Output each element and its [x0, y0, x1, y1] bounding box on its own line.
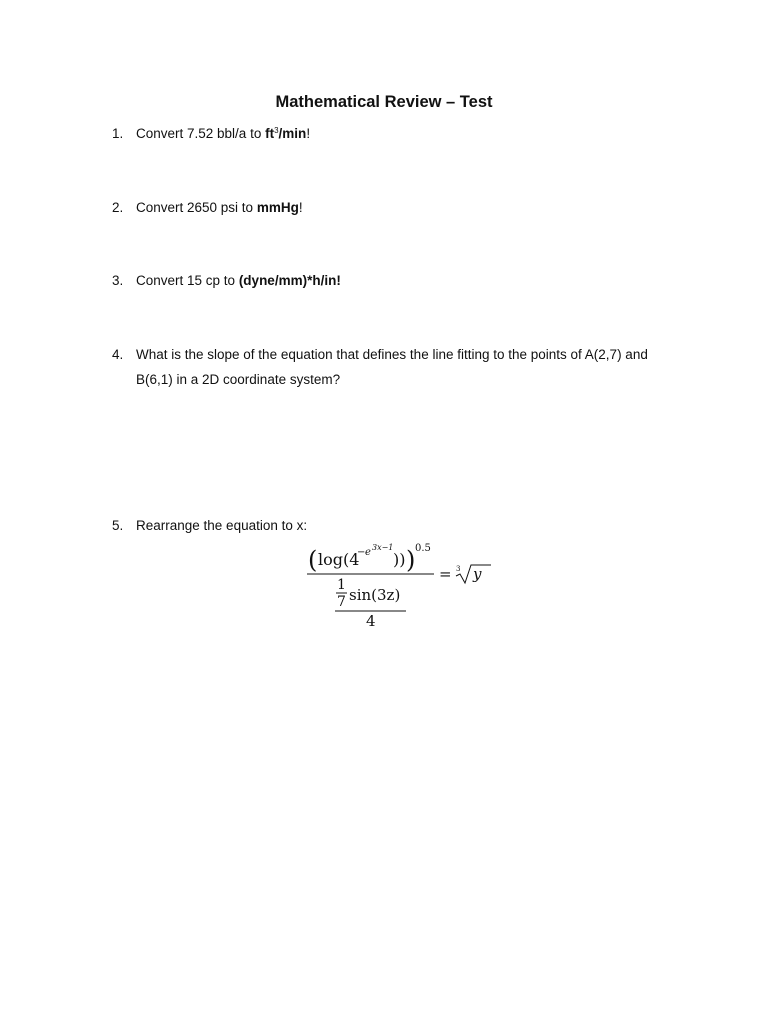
svg-text:7: 7 — [337, 594, 346, 610]
svg-text:e: e — [365, 547, 371, 558]
question-number: 1. — [112, 126, 124, 141]
svg-text:−: − — [357, 547, 366, 558]
svg-text:4: 4 — [366, 612, 376, 628]
equation — [305, 538, 495, 628]
question-5: 5. Rearrange the equation to x: — [112, 513, 684, 538]
question-line-2: B(6,1) in a 2D coordinate system? — [136, 372, 341, 387]
svg-text:)): )) — [393, 550, 406, 569]
svg-text:=: = — [439, 565, 452, 583]
question-1: 1. Convert 7.52 bbl/a to $ft^3/\min$! — [112, 121, 684, 146]
svg-text:0.5: 0.5 — [415, 543, 431, 554]
question-line-1: What is the slope of the equation that defines the line fitting to the points of A(2,7) and — [136, 347, 648, 362]
svg-text:3x−1: 3x−1 — [372, 543, 394, 552]
question-number: 3. — [112, 273, 124, 288]
page-title: Mathematical Review – Test — [275, 93, 493, 111]
question-number: 5. — [112, 518, 124, 533]
svg-text:log(4: log(4 — [318, 550, 360, 569]
svg-text:y: y — [473, 565, 482, 583]
equation-graphic — [305, 538, 495, 628]
svg-text:3: 3 — [456, 565, 461, 573]
open-paren: ( — [308, 546, 318, 574]
question-4 — [112, 342, 684, 392]
question-number: 4. — [112, 347, 124, 362]
close-paren: ) — [406, 546, 416, 574]
svg-text:1: 1 — [337, 577, 346, 593]
question-number: 2. — [112, 200, 124, 215]
question-2: 2. Convert 2650 psi to mmHg! — [112, 195, 684, 220]
question-3: 3. Convert 15 cp to (dyne/mm)*h/in! — [112, 268, 684, 293]
svg-text:sin(3z): sin(3z) — [349, 586, 401, 604]
